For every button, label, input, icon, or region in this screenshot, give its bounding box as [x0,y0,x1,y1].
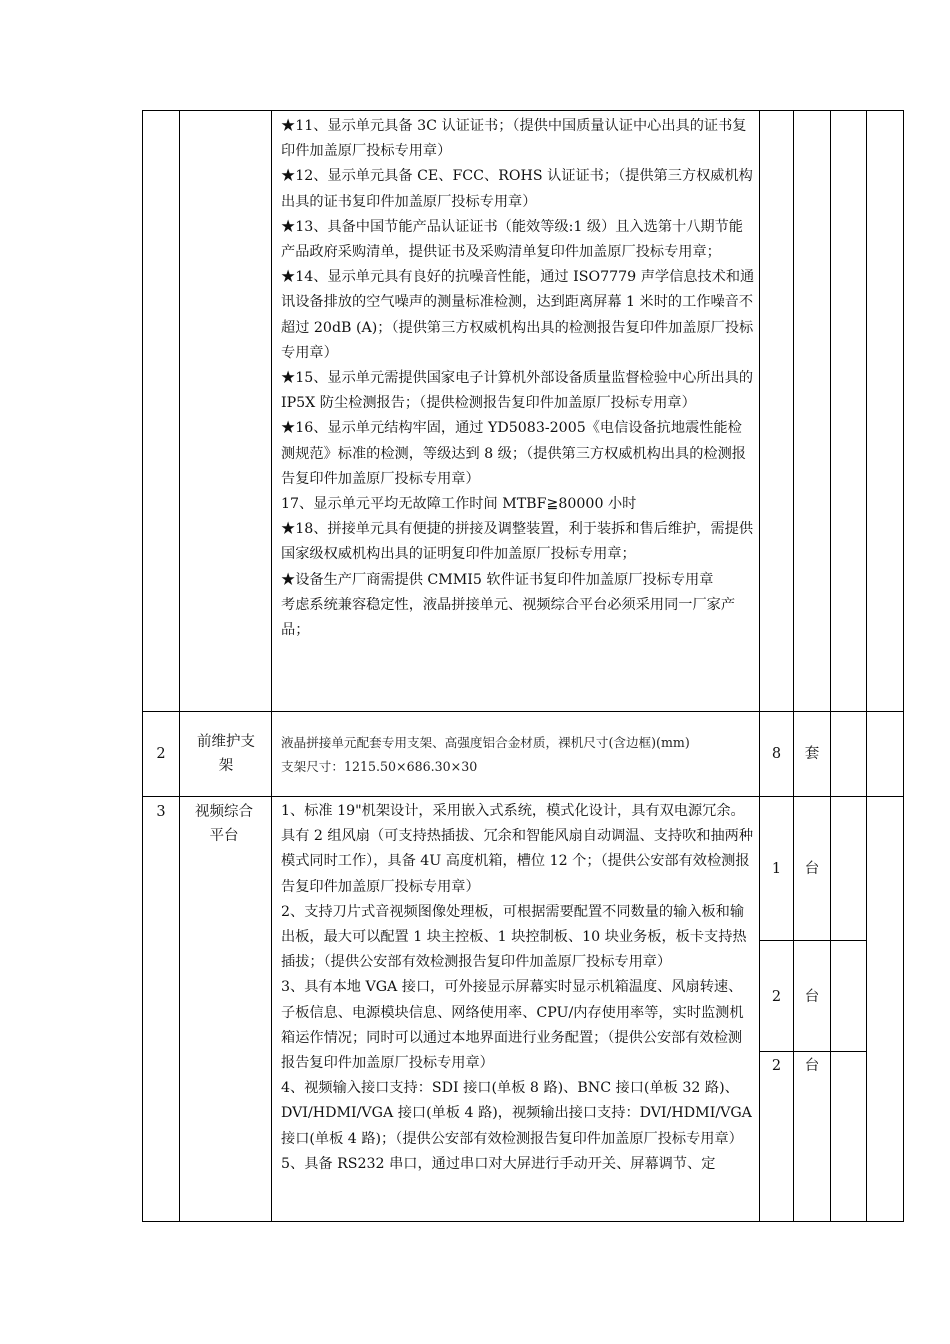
row1-requirements [281,114,755,643]
row2-number: 2 [156,746,166,762]
grid-line [142,110,143,1222]
description-line: 支架尺寸：1215.50×686.30×30 [281,759,478,774]
grid-line [271,110,272,1222]
requirement-item: ★11、显示单元具备 3C 认证证书；（提供中国质量认证中心出具的证书复印件加盖原厂投标专用章） [281,118,747,160]
requirement-item: 5、具备 RS232 串口，通过串口对大屏进行手动开关、屏幕调节、定 [281,1155,716,1172]
row3-number: 3 [156,804,166,820]
requirement-item: ★15、显示单元需提供国家电子计算机外部设备质量监督检验中心所出具的 IP5X 防尘检测报告；（提供检测报告复印件加盖原厂投标专用章） [281,370,754,412]
grid-line [142,1221,904,1222]
requirement-item: ★16、显示单元结构牢固，通过 YD5083-2005《电信设备抗地震性能检测规范》标准的检测，等级达到 8 级；（提供第三方权威机构出具的检测报告复印件加盖原厂投标专用章） [281,420,746,487]
row3-requirements [281,799,755,1177]
row2-item-name: 前维护支架 [197,734,255,774]
description-line: 液晶拼接单元配套专用支架、高强度铝合金材质，裸机尺寸(含边框)(mm) [281,735,690,750]
row3-sub2-unit: 台 [804,989,820,1005]
requirement-item: 3、具有本地 VGA 接口，可外接显示屏幕实时显示机箱温度、风扇转速、子板信息、电源模块信息、网络使用率、CPU/内存使用率等，实时监测机箱运作情况；同时可以通过本地界面进行业务配置；（提供公安部有效检测报告复印件加盖原厂投标专用章） [281,979,744,1072]
requirement-item: 考虑系统兼容稳定性，液晶拼接单元、视频综合平台必须采用同一厂家产品； [281,596,736,639]
requirement-item: ★14、显示单元具有良好的抗噪音性能，通过 ISO7779 声学信息技术和通讯设备排放的空气噪声的测量标准检测，达到距离屏幕 1 米时的工作噪音不超过 20dB (A)；（提供第三方权威机构出具的检测报告复印件加盖原厂投标专用章） [281,269,755,361]
grid-line [759,940,866,941]
requirement-item: 1、标准 19"机架设计，采用嵌入式系统，模式化设计，具有双电源冗余。具有 2 组风扇（可支持热插拔、冗余和智能风扇自动调温、支持吹和抽两种模式同时工作），具备 4U 高度机箱，槽位 12 个；（提供公安部有效检测报告复印件加盖原厂投标专用章） [281,803,754,895]
requirement-item: ★设备生产厂商需提供 CMMI5 软件证书复印件加盖原厂投标专用章 [281,571,714,588]
grid-line [179,110,180,1222]
requirement-item: 4、视频输入接口支持：SDI 接口(单板 8 路)、BNC 接口(单板 32 路)、DVI/HDMI/VGA 接口(单板 4 路)，视频输出接口支持：DVI/HDMI/VGA 接口(单板 4 路)；（提供公安部有效检测报告复印件加盖原厂投标专用章） [281,1080,752,1147]
requirement-item: 2、支持刀片式音视频图像处理板，可根据需要配置不同数量的输入板和输出板，最大可以配置 1 块主控板、1 块控制板、10 块业务板，板卡支持热插拔；（提供公安部有效检测报告复印件加盖原厂投标专用章） [281,903,747,971]
row3-sub3-unit: 台 [804,1058,820,1074]
row3-item-name: 视频综合平台 [195,804,253,844]
row3-sub3-quantity: 2 [771,1058,782,1074]
grid-line [759,1051,866,1052]
requirement-item: ★18、拼接单元具有便捷的拼接及调整装置，利于装拆和售后维护，需提供国家级权威机构出具的证明复印件加盖原厂投标专用章； [281,521,754,563]
grid-line [142,711,904,712]
grid-line [142,110,904,111]
row2-description [281,731,755,779]
row3-sub1-unit: 台 [804,861,820,877]
requirement-item: ★13、具备中国节能产品认证证书（能效等级:1 级）且入选第十八期节能产品政府采购清单，提供证书及采购清单复印件加盖原厂投标专用章； [281,218,743,261]
grid-line [866,110,867,1222]
grid-line [142,796,904,797]
requirement-item: 17、显示单元平均无故障工作时间 MTBF≧80000 小时 [281,496,637,513]
row3-sub1-quantity: 1 [771,861,782,877]
grid-line [903,110,904,1222]
row2-quantity: 8 [771,746,782,762]
requirement-item: ★12、显示单元具备 CE、FCC、ROHS 认证证书；（提供第三方权威机构出具的证书复印件加盖原厂投标专用章） [281,168,753,210]
row3-sub2-quantity: 2 [771,989,782,1005]
grid-line [830,110,831,1222]
row2-unit: 套 [804,746,820,762]
